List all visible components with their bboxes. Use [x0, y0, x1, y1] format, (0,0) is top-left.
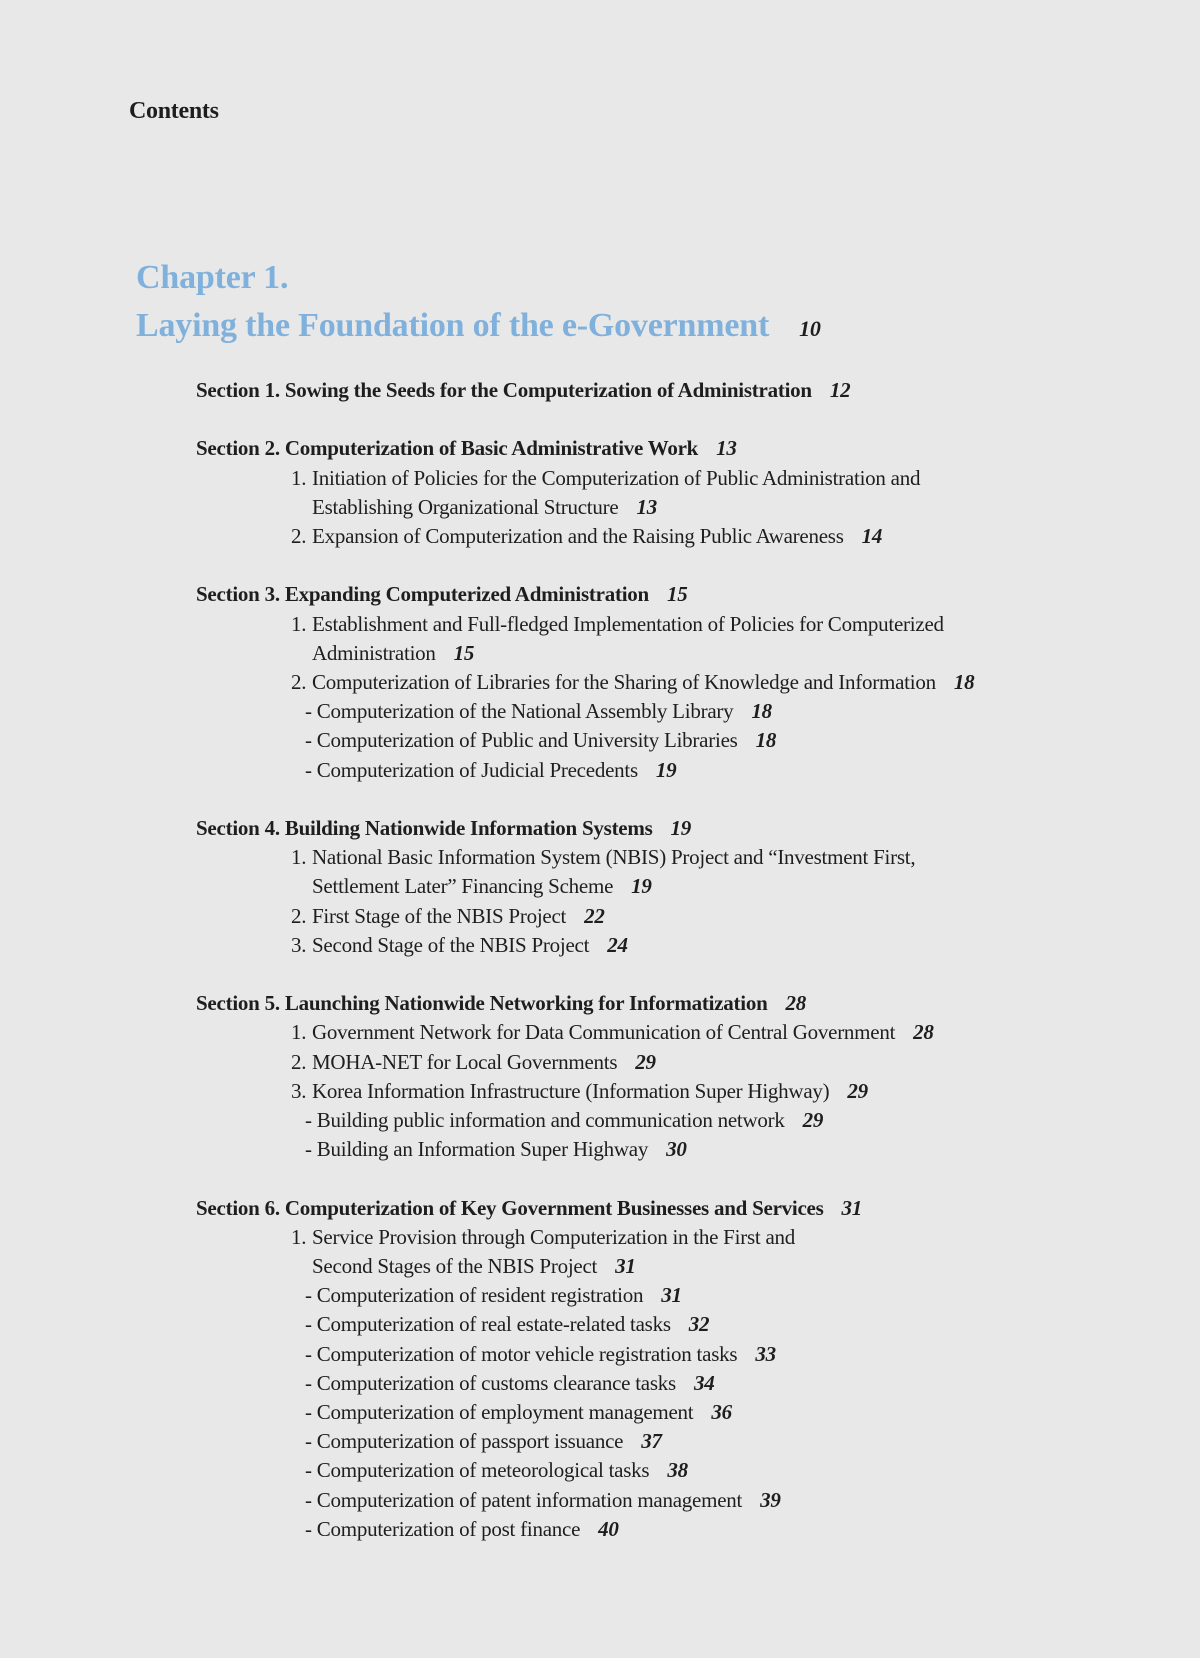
entry-number: 1. — [291, 1020, 307, 1045]
page-number: 24 — [607, 932, 628, 957]
entry-text-continued: Second Stages of the NBIS Project — [312, 1254, 598, 1279]
section-heading[interactable] — [196, 989, 1076, 1018]
entry-text: Korea Information Infrastructure (Information Super Highway) — [312, 1078, 830, 1103]
entry-text: Service Provision through Computerization in the First and — [312, 1224, 796, 1249]
page-number: 22 — [584, 903, 605, 928]
page-number: 15 — [666, 582, 688, 607]
subentry-text: - Computerization of customs clearance tasks — [305, 1370, 676, 1395]
toc-entry[interactable] — [196, 1018, 1076, 1047]
entry-text-continued: Establishing Organizational Structure — [312, 494, 619, 519]
entry-text: National Basic Information System (NBIS) Project and “Investment First, — [312, 845, 916, 870]
subentry-text: - Computerization of passport issuance — [305, 1429, 624, 1454]
toc-entry[interactable] — [196, 464, 1076, 522]
entry-number: 3. — [291, 932, 307, 957]
section-title: Section 1. Sowing the Seeds for the Computerization of Administration — [196, 378, 812, 402]
entry-number: 1. — [291, 845, 307, 870]
page-number: 37 — [641, 1429, 662, 1454]
page-number: 19 — [670, 816, 692, 840]
page-number: 33 — [755, 1341, 776, 1366]
toc-entry[interactable] — [196, 522, 1076, 551]
toc-subentry[interactable] — [196, 1135, 1076, 1164]
toc-subentry[interactable] — [196, 1106, 1076, 1135]
toc-subentry[interactable] — [196, 1310, 1076, 1339]
toc-subentry[interactable] — [196, 726, 1076, 755]
toc-section-6 — [196, 1194, 1076, 1544]
subentry-text: - Computerization of motor vehicle registration tasks — [305, 1341, 738, 1366]
toc-subentry[interactable] — [196, 1398, 1076, 1427]
entry-text: Government Network for Data Communication of Central Government — [312, 1020, 896, 1045]
page-number: 19 — [631, 874, 652, 899]
page-number: 28 — [913, 1020, 934, 1045]
toc-entry[interactable] — [196, 843, 1076, 901]
chapter-page: 10 — [799, 316, 821, 341]
page-number: 29 — [847, 1078, 868, 1103]
toc-section-3 — [196, 580, 1076, 784]
toc-subentry[interactable] — [196, 756, 1076, 785]
toc-section-2 — [196, 434, 1076, 551]
subentry-text: - Computerization of Public and University Libraries — [305, 728, 738, 753]
page-number: 38 — [667, 1458, 688, 1483]
toc-subentry[interactable] — [196, 1340, 1076, 1369]
page-number: 32 — [688, 1312, 710, 1337]
toc-entry[interactable] — [196, 902, 1076, 931]
subentry-text: - Computerization of employment management — [305, 1400, 694, 1425]
entry-number: 2. — [291, 670, 307, 694]
page-number: 28 — [785, 991, 807, 1016]
toc-entry[interactable] — [196, 668, 1076, 697]
section-heading[interactable] — [196, 1194, 1076, 1223]
toc-subentry[interactable] — [196, 1369, 1076, 1398]
entry-number: 3. — [291, 1078, 307, 1103]
page-number: 14 — [861, 524, 883, 548]
page-number: 13 — [716, 436, 737, 461]
page-number: 30 — [666, 1137, 687, 1162]
page-number: 15 — [453, 640, 475, 665]
toc-subentry[interactable] — [196, 1281, 1076, 1310]
entry-number: 2. — [291, 524, 307, 548]
subentry-text: - Computerization of Judicial Precedents — [305, 757, 638, 782]
section-title: Section 6. Computerization of Key Government Businesses and Services — [196, 1195, 824, 1220]
page-number: 29 — [635, 1049, 656, 1074]
toc-subentry[interactable] — [196, 1427, 1076, 1456]
page-number: 18 — [751, 699, 772, 724]
page-number: 36 — [711, 1400, 732, 1425]
page-title: Contents — [129, 98, 219, 124]
toc-section-5 — [196, 989, 1076, 1164]
entry-text: Computerization of Libraries for the Sharing of Knowledge and Information — [312, 670, 936, 694]
subentry-text: - Computerization of post finance — [305, 1516, 581, 1541]
page-number: 31 — [615, 1254, 636, 1279]
page-number: 29 — [802, 1108, 824, 1133]
section-heading[interactable] — [196, 376, 1076, 405]
page-number: 34 — [693, 1370, 715, 1395]
toc-entry[interactable] — [196, 1223, 1076, 1281]
section-heading[interactable] — [196, 580, 1076, 609]
subentry-text: - Building an Information Super Highway — [305, 1137, 649, 1162]
chapter-title: Laying the Foundation of the e-Government — [136, 307, 770, 344]
subentry-text: - Computerization of meteorological tasks — [305, 1458, 650, 1483]
entry-number: 1. — [291, 1224, 307, 1249]
subentry-text: - Computerization of resident registration — [305, 1283, 644, 1308]
toc-subentry[interactable] — [196, 1515, 1076, 1544]
entry-number: 1. — [291, 611, 307, 636]
toc-entry[interactable] — [196, 931, 1076, 960]
section-title: Section 4. Building Nationwide Information Systems — [196, 816, 653, 840]
page-number: 31 — [841, 1195, 863, 1220]
entry-text-continued: Administration — [312, 640, 436, 665]
section-title: Section 3. Expanding Computerized Administration — [196, 582, 649, 607]
toc-subentry[interactable] — [196, 697, 1076, 726]
entry-text: Initiation of Policies for the Computerization of Public Administration and — [312, 465, 921, 490]
toc-entry[interactable] — [196, 610, 1076, 668]
page-number: 13 — [636, 494, 657, 519]
entry-text: Second Stage of the NBIS Project — [312, 932, 590, 957]
chapter-title-line[interactable] — [136, 302, 821, 353]
page-number: 31 — [661, 1283, 682, 1308]
subentry-text: - Computerization of patent information management — [305, 1487, 743, 1512]
entry-text: Expansion of Computerization and the Raising Public Awareness — [312, 524, 844, 548]
entry-text-continued: Settlement Later” Financing Scheme — [312, 874, 614, 899]
chapter-number: Chapter 1. — [136, 259, 289, 296]
page-number: 18 — [953, 670, 975, 694]
toc-subentry[interactable] — [196, 1486, 1076, 1515]
entry-number: 1. — [291, 465, 307, 490]
entry-text: MOHA-NET for Local Governments — [312, 1049, 618, 1074]
section-title: Section 2. Computerization of Basic Administrative Work — [196, 436, 699, 461]
toc-entry[interactable] — [196, 1048, 1076, 1077]
subentry-text: - Computerization of the National Assembly Library — [305, 699, 734, 724]
section-heading[interactable] — [196, 434, 1076, 463]
section-heading[interactable] — [196, 814, 1076, 843]
page-number: 19 — [655, 757, 677, 782]
entry-number: 2. — [291, 903, 307, 928]
toc-entry[interactable] — [196, 1077, 1076, 1106]
page-number: 12 — [829, 378, 851, 402]
page-number: 39 — [760, 1487, 781, 1512]
table-of-contents — [196, 376, 1076, 1573]
toc-subentry[interactable] — [196, 1456, 1076, 1485]
subentry-text: - Computerization of real estate-related tasks — [305, 1312, 671, 1337]
entry-number: 2. — [291, 1049, 307, 1074]
chapter-heading — [136, 254, 821, 353]
entry-text: First Stage of the NBIS Project — [312, 903, 567, 928]
page-number: 18 — [755, 728, 777, 753]
toc-section-4 — [196, 814, 1076, 960]
subentry-text: - Building public information and communication network — [305, 1108, 785, 1133]
page-number: 40 — [598, 1516, 619, 1541]
entry-text: Establishment and Full-fledged Implementation of Policies for Computerized — [312, 611, 944, 636]
section-title: Section 5. Launching Nationwide Networking for Informatization — [196, 991, 768, 1016]
toc-section-1 — [196, 376, 1076, 405]
